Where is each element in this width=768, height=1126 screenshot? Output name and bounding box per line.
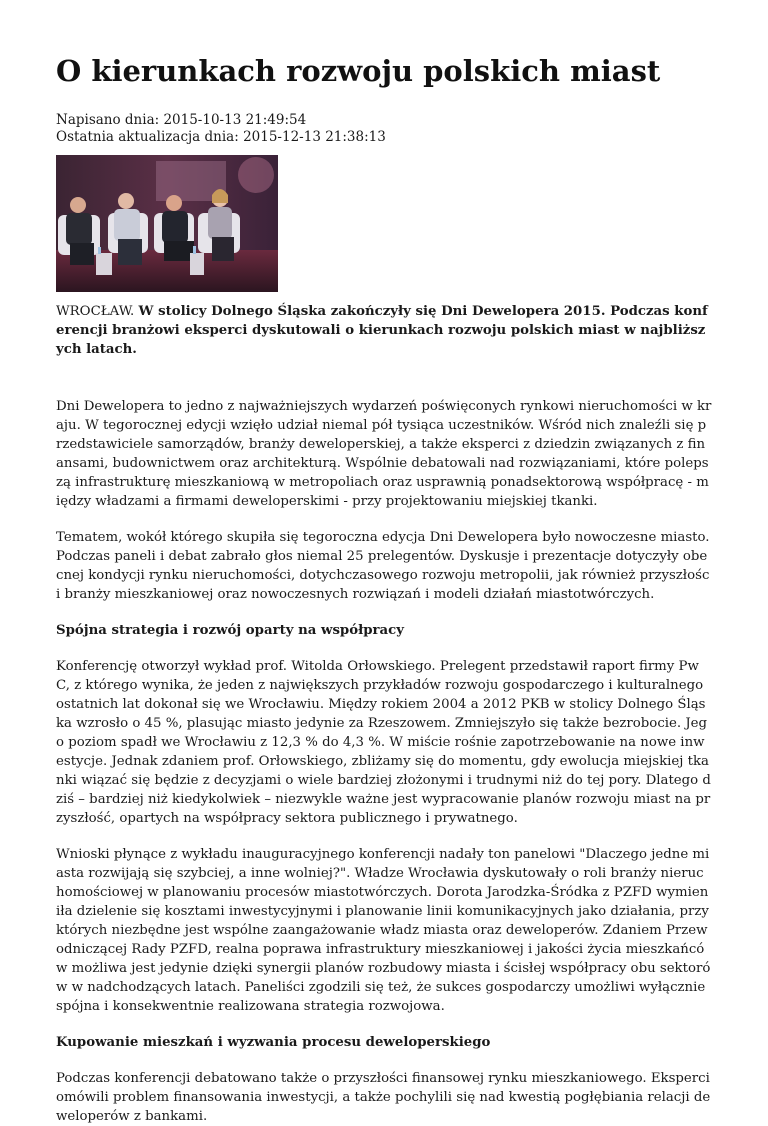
section-heading: Spójna strategia i rozwój oparty na współpracy xyxy=(56,623,404,638)
paragraph: Konferencję otworzył wykład prof. Witolda Orłowskiego. Prelegent przedstawił raport firmy PwC, z którego wynika, że jeden z największych przykładów rozwoju gospodarczego i kulturalnego ostatnich lat dokonał się we Wrocławiu. Między rokiem 2004 a 2012 PKB w stolicy Dolnego Śląska wzrosło o 45 %, plasując miasto jedynie za Rzeszowem. Zmniejszyło się także bezrobocie. Jego poziom spadł we Wrocławiu z 12,3 % do 4,3 %. W miście rośnie zapotrzebowanie na nowe inwestycje. Jednak zdaniem prof. Orłowskiego, zbliżamy się do momentu, gdy ewolucja miejskiej tkanki wiązać się będzie z decyzjami o wiele bardziej złożonymi i trudnymi niż do tej pory. Dlatego dziś – bardziej niż kiedykolwiek – niezwykle ważne jest wypracowanie planów rozwoju miast na przyszłość, opartych na współpracy sektora publicznego i prywatnego. xyxy=(56,659,711,826)
paragraph: Tematem, wokół którego skupiła się tegoroczna edycja Dni Dewelopera było nowoczesne miasto. Podczas paneli i debat zabrało głos niemal 25 prelegentów. Dyskusje i prezentacje dotyczyły obecnej kondycji rynku nieruchomości, dotychczasowego rozwoju metropolii, jak również przyszłości branży mieszkaniowej oraz nowoczesnych rozwiązań i modeli działań miastotwórczych. xyxy=(56,530,710,602)
article-meta xyxy=(56,112,712,146)
paragraph: Podczas konferencji debatowano także o przyszłości finansowej rynku mieszkaniowego. Eksperci omówili problem finansowania inwestycji, a także pochylili się nad kwestią pogłębiania relacji deweloperów z bankami. xyxy=(56,1071,711,1124)
paragraph: Dni Dewelopera to jedno z najważniejszych wydarzeń poświęconych rynkowi nieruchomości w kraju. W tegorocznej edycji wzięło udział niemal pół tysiąca uczestników. Wśród nich znaleźli się przedstawiciele samorządów, branży deweloperskiej, a także eksperci z dziedzin związanych z finansami, budownictwem oraz architekturą. Wspólnie debatowali nad rozwiązaniami, które polepszą infrastrukturę mieszkaniową w metropoliach oraz usprawnią ponadsektorową współpracę - między władzami a firmami deweloperskimi - przy projektowaniu miejskiej tkanki. xyxy=(56,399,712,509)
published-date: Napisano dnia: 2015-10-13 21:49:54 xyxy=(56,112,307,128)
lead-text: W stolicy Dolnego Śląska zakończyły się Dni Dewelopera 2015. Podczas konferencji branżowi eksperci dyskutowali o kierunkach rozwoju polskich miast w najbliższych latach. xyxy=(56,304,708,357)
paragraph: Wnioski płynące z wykładu inauguracyjnego konferencji nadały ton panelowi "Dlaczego jedne miasta rozwijają się szybciej, a inne wolniej?". Władze Wrocławia dyskutowały o roli branży nieruchomościowej w planowaniu procesów miastotwórczych. Dorota Jarodzka-Śródka z PZFD wymieniła dzielenie się kosztami inwestycyjnymi i planowanie linii komunikacyjnych jako działania, przy których niezbędne jest wspólne zaangażowanie władz miasta oraz deweloperów. Zdaniem Przewodniczącej Rady PZFD, realna poprawa infrastruktury mieszkaniowej i jakości życia mieszkańców możliwa jest jedynie dzięki synergii planów rozbudowy miasta i ścisłej współpracy obu sektorów w nadchodzących latach. Paneliści zgodzili się też, że sukces gospodarczy umożliwi wyłącznie spójna i konsekwentnie realizowana strategia rozwojowa. xyxy=(56,847,711,1014)
section-heading: Kupowanie mieszkań i wyzwania procesu deweloperskiego xyxy=(56,1035,491,1050)
article-lead xyxy=(56,302,712,359)
updated-date: Ostatnia aktualizacja dnia: 2015-12-13 21:38:13 xyxy=(56,129,386,145)
dateline: WROCŁAW. xyxy=(56,304,135,319)
article-photo xyxy=(56,155,278,292)
article-title: O kierunkach rozwoju polskich miast xyxy=(56,54,661,88)
